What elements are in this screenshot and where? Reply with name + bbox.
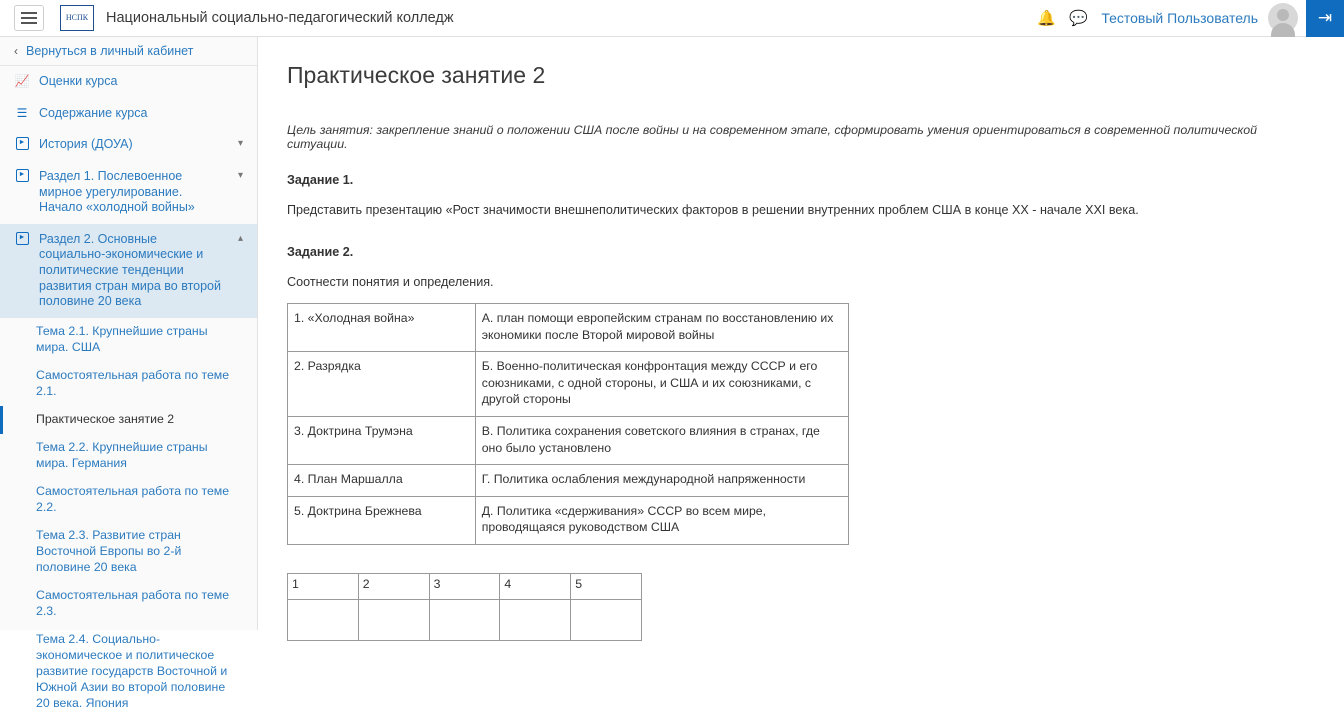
course-sidebar (0, 37, 258, 710)
match-definition: Д. Политика «сдерживания» СССР во всем мире, проводящаяся руководством США (475, 496, 848, 544)
hamburger-icon[interactable] (14, 5, 44, 31)
matching-table (287, 303, 849, 545)
sidebar-item-label: Оценки курса (39, 74, 118, 88)
lesson-goal-text: Цель занятия: закрепление знаний о положении США после войны и на современном этапе, сформировать умения ориентироваться в современной политической ситуации. (287, 123, 1258, 151)
sidebar-subitem-topic-2-3[interactable]: Тема 2.3. Развитие стран Восточной Европы во 2-й половине 20 века (36, 527, 182, 574)
answer-table (287, 573, 642, 641)
match-term: 3. Доктрина Трумэна (288, 416, 476, 464)
bell-icon[interactable]: 🔔 (1037, 10, 1056, 27)
sidebar-subitem-topic-2-4[interactable]: Тема 2.4. Социально-экономическое и политическое развитие государств Восточной и Южной Азии во второй половине 20 века. Япония (36, 631, 228, 710)
sidebar-subitem-practical-2[interactable]: Практическое занятие 2 (0, 406, 257, 434)
match-definition: В. Политика сохранения советского влияния в странах, где оно было установлено (475, 416, 848, 464)
sidebar-subitem-selfwork-2-3[interactable]: Самостоятельная работа по теме 2.3. (36, 587, 230, 618)
match-term: 2. Разрядка (288, 352, 476, 417)
sidebar-item-section-1[interactable] (0, 161, 257, 224)
sidebar-subitem-topic-2-2[interactable]: Тема 2.2. Крупнейшие страны мира. Германия (36, 439, 208, 470)
sidebar-item-history[interactable] (0, 129, 257, 161)
back-to-dashboard-label: Вернуться в личный кабинет (26, 44, 194, 58)
answer-header-cell: 3 (429, 573, 500, 599)
site-title: Национальный социально-педагогический колледж (106, 10, 454, 26)
chat-icon[interactable]: 💬 (1069, 10, 1088, 27)
table-row (288, 496, 849, 544)
sidebar-item-label: Раздел 2. Основные социально-экономические и политические тенденции развития стран мира во второй половине 20 века (39, 231, 221, 309)
table-row (288, 352, 849, 417)
page-title: Практическое занятие 2 (287, 62, 546, 88)
sidebar-item-section-2[interactable] (0, 224, 257, 318)
table-row (288, 416, 849, 464)
answer-value-cell (571, 599, 642, 640)
sidebar-subitem-topic-2-1[interactable]: Тема 2.1. Крупнейшие страны мира. США (36, 323, 208, 354)
answer-header-cell: 1 (288, 573, 359, 599)
chevron-down-icon[interactable]: ▾ (237, 138, 243, 150)
top-bar-right-group (1033, 0, 1344, 36)
logout-icon[interactable]: ⇥ (1306, 0, 1344, 37)
task-1-heading: Задание 1. (287, 173, 354, 187)
match-term: 4. План Маршалла (288, 465, 476, 497)
answer-value-cell (500, 599, 571, 640)
task-1-text: Представить презентацию «Рост значимости внешнеполитических факторов в решении внутренних проблем США в конце XX - начале XXI века. (287, 203, 1139, 217)
user-menu-label[interactable]: Тестовый Пользователь (1101, 10, 1258, 26)
match-term: 1. «Холодная война» (288, 304, 476, 352)
match-definition: Г. Политика ослабления международной напряженности (475, 465, 848, 497)
list-icon: ☰ (16, 105, 28, 120)
site-logo-text: НСПК (65, 12, 89, 22)
match-definition: Б. Военно-политическая конфронтация между СССР и его союзниками, с одной стороны, и США и их союзниками, с другой стороны (475, 352, 848, 417)
back-to-dashboard-link[interactable] (0, 37, 257, 66)
sidebar-item-label: Содержание курса (39, 105, 148, 120)
section-icon: ► (14, 169, 30, 182)
main-content (259, 37, 1344, 630)
task-2-heading: Задание 2. (287, 245, 354, 259)
answer-value-cell (358, 599, 429, 640)
answer-header-cell: 5 (571, 573, 642, 599)
sidebar-item-course-grades[interactable] (0, 66, 257, 98)
section-icon: ► (14, 232, 30, 245)
answer-value-cell (429, 599, 500, 640)
table-row (288, 465, 849, 497)
sidebar-subitem-selfwork-2-1[interactable]: Самостоятельная работа по теме 2.1. (36, 367, 230, 398)
chevron-down-icon[interactable]: ▾ (237, 169, 243, 181)
answer-value-cell (288, 599, 359, 640)
chevron-up-icon[interactable]: ▴ (237, 232, 243, 244)
answer-header-cell: 4 (500, 573, 571, 599)
chevron-left-icon: ‹ (14, 44, 18, 58)
answer-header-cell: 2 (358, 573, 429, 599)
sidebar-item-course-contents[interactable] (0, 98, 257, 130)
table-row (288, 599, 642, 640)
chart-icon: 📈 (14, 74, 30, 88)
table-row (288, 304, 849, 352)
section-icon: ► (14, 137, 30, 150)
sidebar-subitem-selfwork-2-2[interactable]: Самостоятельная работа по теме 2.2. (36, 483, 230, 514)
avatar[interactable] (1268, 3, 1298, 33)
table-row (288, 573, 642, 599)
top-navigation-bar (0, 0, 1344, 37)
sidebar-item-label: Раздел 1. Послевоенное мирное урегулирование. Начало «холодной войны» (39, 168, 195, 215)
match-definition: А. план помощи европейским странам по восстановлению их экономики после Второй мировой войны (475, 304, 848, 352)
sidebar-item-label: История (ДОУА) (39, 137, 133, 152)
task-2-text: Соотнести понятия и определения. (287, 275, 494, 289)
match-term: 5. Доктрина Брежнева (288, 496, 476, 544)
site-logo[interactable] (60, 5, 94, 31)
